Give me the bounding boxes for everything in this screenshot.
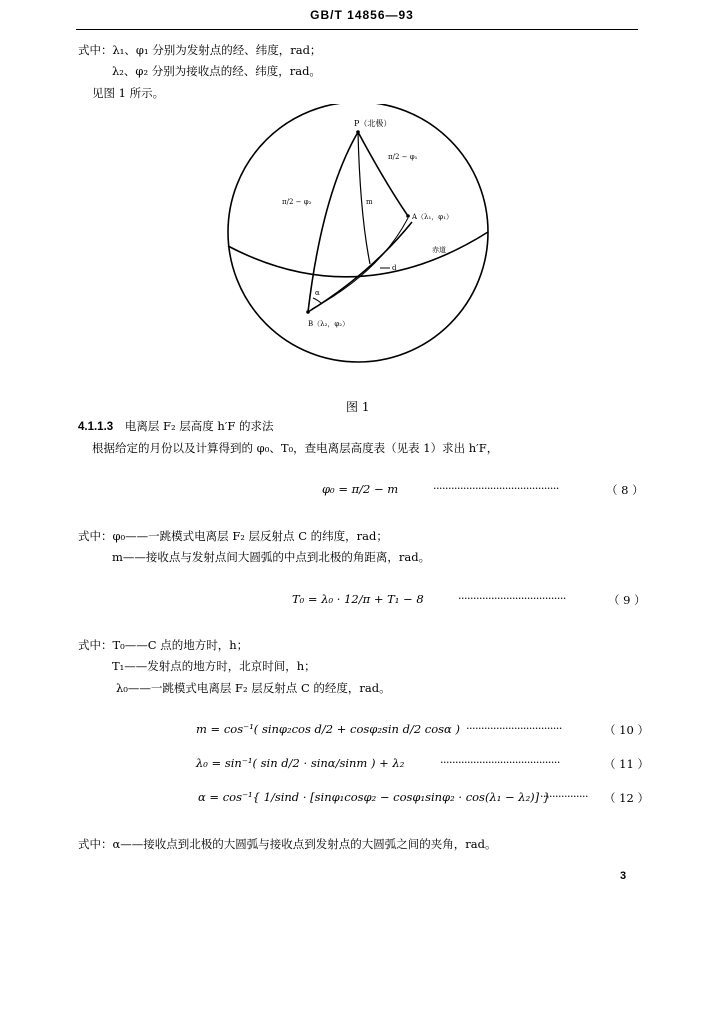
label-m: m: [366, 198, 373, 206]
def9-line-3: λ₀——一跳模式电离层 F₂ 层反射点 C 的经度，rad。: [116, 681, 391, 695]
def8-line-2: m——接收点与发射点间大圆弧的中点到北极的角距离，rad。: [112, 550, 431, 564]
equation-11-leader: ········································: [440, 756, 560, 769]
section-number: 4.1.1.3: [78, 421, 114, 433]
equator-arc: [228, 232, 488, 277]
meridian-pb: [308, 132, 358, 312]
sphere-diagram: [220, 104, 500, 374]
label-d: d: [392, 264, 397, 272]
equation-9-number: （ 9 ）: [608, 593, 646, 607]
label-a: A（λ₁，φ₁）: [412, 213, 454, 221]
intro-line-2: λ₂、φ₂ 分别为接收点的经、纬度，rad。: [112, 64, 321, 78]
equation-12: α = cos⁻¹{ 1/sind · [sinφ₁cosφ₂ − cosφ₁sinφ₂ · cos(λ₁ − λ₂)] }: [198, 790, 551, 804]
section-heading: [78, 418, 274, 434]
equation-12-number: （ 12 ）: [604, 791, 649, 805]
def9-line-1: 式中：T₀——C 点的地方时，h；: [78, 638, 249, 652]
def8-line-1: 式中：φ₀——一跳模式电离层 F₂ 层反射点 C 的纬度，rad；: [78, 529, 388, 543]
equation-10: m = cos⁻¹( sinφ₂cos d/2 + cosφ₂sin d/2 cosα ): [196, 722, 460, 736]
equation-8-number: （ 8 ）: [606, 483, 644, 497]
section-intro: 根据给定的月份以及计算得到的 φ₀、T₀，查电离层高度表（见表 1）求出 h′F，: [92, 441, 499, 455]
equation-9: T₀ = λ₀ · 12/π + T₁ − 8: [292, 592, 424, 606]
standard-code-header: GB/T 14856—93: [310, 8, 414, 22]
equation-8: φ₀ = π/2 − m: [322, 482, 399, 496]
def12-line-1: 式中：α——接收点到北极的大圆弧与接收点到发射点的大圆弧之间的夹角，rad。: [78, 837, 497, 851]
equation-12-leader: ················: [540, 790, 588, 803]
def9-line-2: T₁——发射点的地方时，北京时间，h；: [112, 659, 316, 673]
label-pi-phi1: π/2 − φ₁: [388, 153, 418, 161]
equation-9-leader: ····································: [458, 592, 566, 605]
intro-line-1: 式中：λ₁、φ₁ 分别为发射点的经、纬度，rad；: [78, 43, 322, 57]
point-a: [406, 214, 410, 218]
section-title: 电离层 F₂ 层高度 h′F 的求法: [124, 419, 274, 433]
label-alpha: α: [315, 289, 320, 297]
figure-caption: 图 1: [346, 400, 370, 414]
header-rule: [76, 29, 638, 30]
point-p: [356, 130, 360, 134]
label-equator: 赤道: [432, 246, 446, 254]
equation-11-number: （ 11 ）: [604, 757, 649, 771]
intro-line-3: 见图 1 所示。: [92, 86, 165, 100]
equation-10-number: （ 10 ）: [604, 723, 649, 737]
page-number: 3: [620, 870, 627, 882]
label-p: P（北极）: [354, 119, 392, 128]
equation-10-leader: ································: [466, 722, 562, 735]
point-b: [306, 310, 310, 314]
equation-8-leader: ··········································: [433, 482, 559, 495]
label-pi-phi2: π/2 − φ₂: [282, 198, 312, 206]
label-b: B（λ₂，φ₂）: [308, 320, 350, 328]
alpha-arc: [313, 298, 322, 304]
equation-11: λ₀ = sin⁻¹( sin d/2 · sinα/sinm ) + λ₂: [196, 756, 405, 770]
